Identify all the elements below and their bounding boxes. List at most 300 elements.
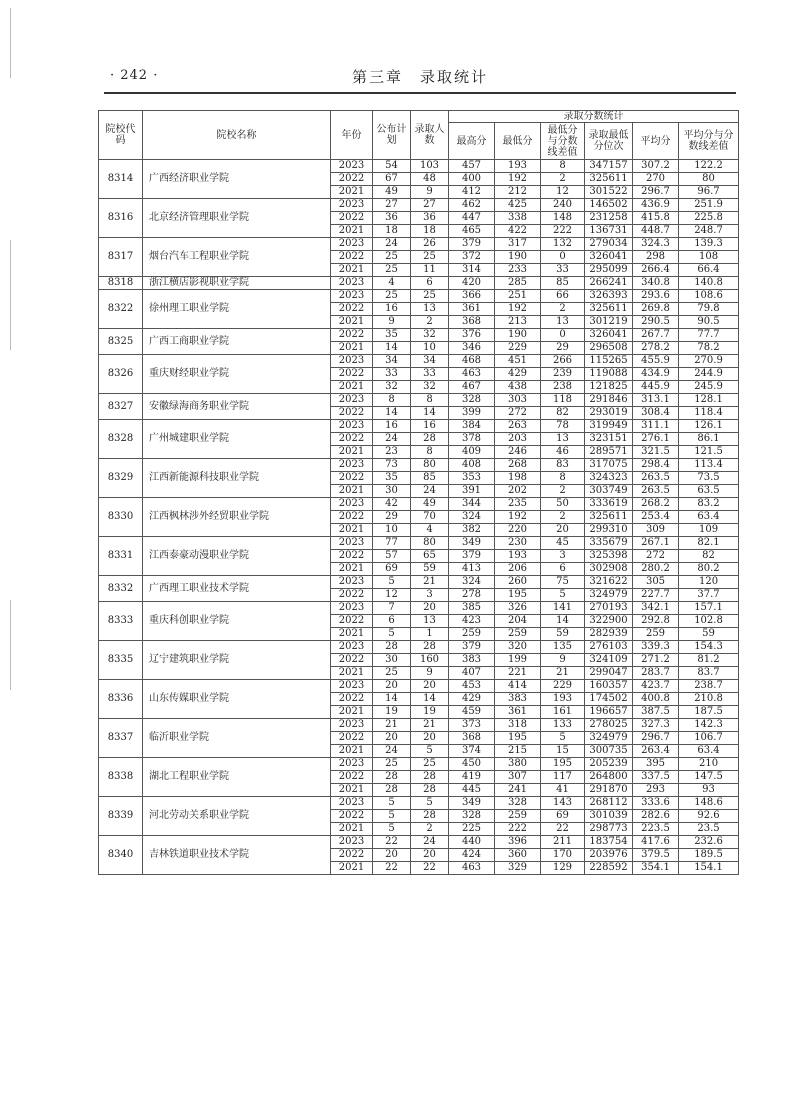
cell-avg: 417.6 [633, 836, 679, 849]
cell-avg-diff: 77.7 [679, 329, 739, 342]
cell-admitted: 8 [411, 394, 449, 407]
cell-plan: 77 [373, 537, 411, 550]
cell-year: 2022 [331, 212, 373, 225]
cell-max: 324 [449, 511, 495, 524]
cell-min: 199 [495, 654, 541, 667]
school-code: 8336 [99, 680, 143, 719]
cell-year: 2022 [331, 407, 373, 420]
page-header [104, 66, 736, 88]
cell-min-rank: 324109 [585, 654, 633, 667]
table-row [99, 277, 739, 290]
cell-year: 2023 [331, 797, 373, 810]
cell-min-diff: 85 [541, 277, 585, 290]
cell-plan: 19 [373, 706, 411, 719]
cell-avg: 387.5 [633, 706, 679, 719]
cell-max: 278 [449, 589, 495, 602]
cell-avg: 307.2 [633, 160, 679, 173]
cell-min: 203 [495, 433, 541, 446]
cell-avg: 324.3 [633, 238, 679, 251]
cell-avg: 267.1 [633, 537, 679, 550]
cell-avg: 354.1 [633, 862, 679, 875]
cell-avg-diff: 121.5 [679, 446, 739, 459]
school-code: 8326 [99, 355, 143, 394]
cell-avg: 340.8 [633, 277, 679, 290]
cell-min-diff: 69 [541, 810, 585, 823]
cell-avg-diff: 96.7 [679, 186, 739, 199]
cell-admitted: 80 [411, 459, 449, 472]
school-name: 吉林铁道职业技术学院 [143, 836, 331, 875]
cell-plan: 6 [373, 615, 411, 628]
school-name: 广西工商职业学院 [143, 329, 331, 355]
cell-admitted: 20 [411, 602, 449, 615]
page-number: · 242 · [110, 68, 159, 83]
cell-year: 2022 [331, 329, 373, 342]
cell-min-diff: 2 [541, 511, 585, 524]
cell-year: 2021 [331, 186, 373, 199]
cell-year: 2021 [331, 745, 373, 758]
cell-min-diff: 78 [541, 420, 585, 433]
cell-plan: 23 [373, 446, 411, 459]
school-name: 江西泰豪动漫职业学院 [143, 537, 331, 576]
cell-min: 233 [495, 264, 541, 277]
cell-min: 429 [495, 368, 541, 381]
header-code: 院校代码 [99, 111, 143, 160]
cell-avg-diff: 83.2 [679, 498, 739, 511]
cell-plan: 16 [373, 420, 411, 433]
cell-min-diff: 12 [541, 186, 585, 199]
cell-max: 391 [449, 485, 495, 498]
cell-admitted: 25 [411, 758, 449, 771]
table-row [99, 641, 739, 654]
cell-max: 314 [449, 264, 495, 277]
cell-max: 453 [449, 680, 495, 693]
school-name: 湖北工程职业学院 [143, 758, 331, 797]
cell-plan: 29 [373, 511, 411, 524]
cell-plan: 30 [373, 654, 411, 667]
cell-admitted: 3 [411, 589, 449, 602]
cell-min-rank: 160357 [585, 680, 633, 693]
cell-min-rank: 335679 [585, 537, 633, 550]
admission-table [98, 110, 739, 875]
cell-min-diff: 148 [541, 212, 585, 225]
cell-year: 2022 [331, 433, 373, 446]
school-code: 8331 [99, 537, 143, 576]
cell-avg-diff: 147.5 [679, 771, 739, 784]
cell-max: 457 [449, 160, 495, 173]
cell-admitted: 160 [411, 654, 449, 667]
cell-max: 429 [449, 693, 495, 706]
school-name: 北京经济管理职业学院 [143, 199, 331, 238]
binding-mark-top [10, 8, 11, 78]
cell-min: 202 [495, 485, 541, 498]
cell-plan: 27 [373, 199, 411, 212]
cell-plan: 57 [373, 550, 411, 563]
table-row [99, 420, 739, 433]
cell-plan: 36 [373, 212, 411, 225]
cell-avg: 271.2 [633, 654, 679, 667]
cell-year: 2022 [331, 654, 373, 667]
cell-avg-diff: 86.1 [679, 433, 739, 446]
cell-min: 260 [495, 576, 541, 589]
header-min-rank: 录取最低分位次 [585, 123, 633, 160]
cell-admitted: 5 [411, 797, 449, 810]
cell-max: 349 [449, 537, 495, 550]
cell-avg-diff: 210 [679, 758, 739, 771]
cell-plan: 22 [373, 836, 411, 849]
binding-mark-low [10, 600, 11, 690]
cell-min-rank: 324323 [585, 472, 633, 485]
cell-min-diff: 132 [541, 238, 585, 251]
cell-year: 2021 [331, 706, 373, 719]
cell-min-diff: 41 [541, 784, 585, 797]
cell-avg-diff: 93 [679, 784, 739, 797]
cell-min: 195 [495, 732, 541, 745]
cell-admitted: 14 [411, 407, 449, 420]
cell-min-rank: 276103 [585, 641, 633, 654]
cell-min: 380 [495, 758, 541, 771]
cell-admitted: 48 [411, 173, 449, 186]
cell-avg-diff: 238.7 [679, 680, 739, 693]
school-name: 广西理工职业技术学院 [143, 576, 331, 602]
cell-year: 2023 [331, 459, 373, 472]
cell-max: 468 [449, 355, 495, 368]
cell-max: 462 [449, 199, 495, 212]
cell-year: 2022 [331, 589, 373, 602]
cell-avg: 309 [633, 524, 679, 537]
cell-avg: 298.4 [633, 459, 679, 472]
header-admitted: 录取人数 [411, 111, 449, 160]
cell-year: 2023 [331, 602, 373, 615]
cell-min-diff: 33 [541, 264, 585, 277]
cell-max: 328 [449, 394, 495, 407]
cell-min-rank: 325398 [585, 550, 633, 563]
table-row [99, 238, 739, 251]
cell-min-diff: 135 [541, 641, 585, 654]
cell-min-rank: 270193 [585, 602, 633, 615]
cell-min: 235 [495, 498, 541, 511]
cell-plan: 25 [373, 667, 411, 680]
cell-max: 353 [449, 472, 495, 485]
cell-avg-diff: 109 [679, 524, 739, 537]
cell-min-rank: 326041 [585, 251, 633, 264]
cell-min: 272 [495, 407, 541, 420]
school-code: 8335 [99, 641, 143, 680]
cell-min: 221 [495, 667, 541, 680]
cell-min-diff: 29 [541, 342, 585, 355]
cell-min-rank: 282939 [585, 628, 633, 641]
cell-min-rank: 303749 [585, 485, 633, 498]
cell-max: 366 [449, 290, 495, 303]
cell-avg-diff: 63.5 [679, 485, 739, 498]
cell-avg: 280.2 [633, 563, 679, 576]
cell-max: 409 [449, 446, 495, 459]
cell-min-diff: 211 [541, 836, 585, 849]
table-row [99, 498, 739, 511]
cell-min-diff: 21 [541, 667, 585, 680]
cell-avg: 223.5 [633, 823, 679, 836]
cell-plan: 34 [373, 355, 411, 368]
cell-avg: 263.5 [633, 485, 679, 498]
cell-plan: 25 [373, 758, 411, 771]
cell-year: 2023 [331, 277, 373, 290]
cell-min-rank: 295099 [585, 264, 633, 277]
cell-min-diff: 5 [541, 732, 585, 745]
school-name: 辽宁建筑职业学院 [143, 641, 331, 680]
cell-admitted: 28 [411, 771, 449, 784]
school-name: 江西新能源科技职业学院 [143, 459, 331, 498]
cell-avg: 434.9 [633, 368, 679, 381]
cell-admitted: 80 [411, 537, 449, 550]
cell-min-rank: 291870 [585, 784, 633, 797]
header-year: 年份 [331, 111, 373, 160]
cell-year: 2022 [331, 472, 373, 485]
cell-min-rank: 347157 [585, 160, 633, 173]
cell-min-rank: 136731 [585, 225, 633, 238]
cell-max: 420 [449, 277, 495, 290]
cell-min-rank: 300735 [585, 745, 633, 758]
school-name: 广西经济职业学院 [143, 160, 331, 199]
table-row [99, 680, 739, 693]
cell-min: 320 [495, 641, 541, 654]
cell-plan: 73 [373, 459, 411, 472]
cell-admitted: 9 [411, 667, 449, 680]
cell-min-rank: 203976 [585, 849, 633, 862]
header-name: 院校名称 [143, 111, 331, 160]
cell-year: 2023 [331, 498, 373, 511]
cell-plan: 30 [373, 485, 411, 498]
cell-min-diff: 20 [541, 524, 585, 537]
cell-avg: 227.7 [633, 589, 679, 602]
cell-min-rank: 296508 [585, 342, 633, 355]
cell-max: 372 [449, 251, 495, 264]
cell-min-diff: 2 [541, 303, 585, 316]
cell-min-rank: 268112 [585, 797, 633, 810]
school-code: 8337 [99, 719, 143, 758]
cell-min: 222 [495, 823, 541, 836]
cell-plan: 5 [373, 823, 411, 836]
cell-year: 2022 [331, 732, 373, 745]
cell-min-diff: 195 [541, 758, 585, 771]
cell-admitted: 20 [411, 680, 449, 693]
cell-year: 2023 [331, 537, 373, 550]
cell-year: 2023 [331, 836, 373, 849]
cell-min-diff: 193 [541, 693, 585, 706]
cell-avg: 272 [633, 550, 679, 563]
cell-plan: 7 [373, 602, 411, 615]
cell-avg-diff: 82 [679, 550, 739, 563]
cell-admitted: 18 [411, 225, 449, 238]
cell-admitted: 8 [411, 446, 449, 459]
cell-avg-diff: 92.6 [679, 810, 739, 823]
cell-admitted: 1 [411, 628, 449, 641]
cell-plan: 20 [373, 680, 411, 693]
cell-admitted: 65 [411, 550, 449, 563]
cell-admitted: 49 [411, 498, 449, 511]
cell-max: 400 [449, 173, 495, 186]
cell-max: 259 [449, 628, 495, 641]
cell-min-diff: 22 [541, 823, 585, 836]
cell-avg: 337.5 [633, 771, 679, 784]
school-name: 浙江横店影视职业学院 [143, 277, 331, 290]
school-code: 8317 [99, 238, 143, 277]
cell-avg: 400.8 [633, 693, 679, 706]
cell-min-rank: 299047 [585, 667, 633, 680]
cell-plan: 5 [373, 576, 411, 589]
cell-plan: 25 [373, 264, 411, 277]
cell-max: 467 [449, 381, 495, 394]
school-code: 8325 [99, 329, 143, 355]
cell-min-rank: 325611 [585, 511, 633, 524]
school-name: 安徽绿海商务职业学院 [143, 394, 331, 420]
cell-admitted: 19 [411, 706, 449, 719]
cell-min-rank: 289571 [585, 446, 633, 459]
cell-max: 447 [449, 212, 495, 225]
cell-avg-diff: 63.4 [679, 745, 739, 758]
school-code: 8327 [99, 394, 143, 420]
cell-min-rank: 115265 [585, 355, 633, 368]
cell-min-rank: 119088 [585, 368, 633, 381]
cell-plan: 33 [373, 368, 411, 381]
cell-year: 2021 [331, 316, 373, 329]
cell-min: 192 [495, 173, 541, 186]
cell-min: 451 [495, 355, 541, 368]
cell-min-diff: 75 [541, 576, 585, 589]
cell-admitted: 103 [411, 160, 449, 173]
cell-year: 2021 [331, 823, 373, 836]
cell-avg: 321.5 [633, 446, 679, 459]
cell-min-diff: 8 [541, 160, 585, 173]
table-row [99, 290, 739, 303]
cell-min: 328 [495, 797, 541, 810]
cell-plan: 24 [373, 745, 411, 758]
table-row [99, 199, 739, 212]
cell-max: 376 [449, 329, 495, 342]
cell-year: 2021 [331, 628, 373, 641]
cell-year: 2022 [331, 251, 373, 264]
cell-year: 2023 [331, 641, 373, 654]
cell-min-rank: 319949 [585, 420, 633, 433]
cell-max: 373 [449, 719, 495, 732]
cell-avg-diff: 189.5 [679, 849, 739, 862]
cell-admitted: 25 [411, 290, 449, 303]
school-name: 广州城建职业学院 [143, 420, 331, 459]
school-code: 8329 [99, 459, 143, 498]
header-min-diff: 最低分与分数线差值 [541, 123, 585, 160]
cell-min-rank: 298773 [585, 823, 633, 836]
cell-min-diff: 50 [541, 498, 585, 511]
cell-max: 374 [449, 745, 495, 758]
cell-plan: 14 [373, 342, 411, 355]
cell-plan: 28 [373, 784, 411, 797]
cell-avg-diff: 187.5 [679, 706, 739, 719]
header-avg-diff: 平均分与分数线差值 [679, 123, 739, 160]
cell-min-diff: 6 [541, 563, 585, 576]
cell-min: 317 [495, 238, 541, 251]
cell-avg-diff: 63.4 [679, 511, 739, 524]
cell-max: 382 [449, 524, 495, 537]
cell-year: 2023 [331, 290, 373, 303]
cell-avg: 379.5 [633, 849, 679, 862]
cell-min: 307 [495, 771, 541, 784]
school-code: 8338 [99, 758, 143, 797]
cell-min: 206 [495, 563, 541, 576]
cell-min: 190 [495, 329, 541, 342]
cell-admitted: 13 [411, 615, 449, 628]
cell-avg-diff: 140.8 [679, 277, 739, 290]
cell-avg-diff: 154.1 [679, 862, 739, 875]
cell-year: 2021 [331, 225, 373, 238]
cell-min: 198 [495, 472, 541, 485]
cell-min-rank: 278025 [585, 719, 633, 732]
cell-admitted: 85 [411, 472, 449, 485]
cell-year: 2022 [331, 693, 373, 706]
cell-min: 259 [495, 628, 541, 641]
cell-avg-diff: 128.1 [679, 394, 739, 407]
cell-avg-diff: 157.1 [679, 602, 739, 615]
cell-plan: 20 [373, 732, 411, 745]
cell-plan: 67 [373, 173, 411, 186]
cell-plan: 5 [373, 628, 411, 641]
cell-plan: 12 [373, 589, 411, 602]
table-body [99, 160, 739, 875]
cell-plan: 69 [373, 563, 411, 576]
cell-min-diff: 2 [541, 485, 585, 498]
cell-min-rank: 279034 [585, 238, 633, 251]
cell-admitted: 22 [411, 862, 449, 875]
cell-avg: 455.9 [633, 355, 679, 368]
cell-max: 328 [449, 810, 495, 823]
table-row [99, 355, 739, 368]
cell-min: 220 [495, 524, 541, 537]
cell-min-diff: 0 [541, 329, 585, 342]
cell-plan: 4 [373, 277, 411, 290]
cell-avg: 259 [633, 628, 679, 641]
table-header [99, 111, 739, 160]
cell-min-diff: 13 [541, 316, 585, 329]
cell-max: 423 [449, 615, 495, 628]
cell-min-rank: 228592 [585, 862, 633, 875]
cell-avg: 278.2 [633, 342, 679, 355]
header-plan: 公布计划 [373, 111, 411, 160]
cell-min: 361 [495, 706, 541, 719]
cell-max: 346 [449, 342, 495, 355]
cell-plan: 25 [373, 290, 411, 303]
cell-avg-diff: 122.2 [679, 160, 739, 173]
cell-plan: 25 [373, 251, 411, 264]
cell-year: 2021 [331, 485, 373, 498]
table-row [99, 576, 739, 589]
cell-min: 241 [495, 784, 541, 797]
cell-avg-diff: 66.4 [679, 264, 739, 277]
cell-year: 2023 [331, 758, 373, 771]
cell-plan: 9 [373, 316, 411, 329]
cell-min: 212 [495, 186, 541, 199]
cell-avg: 290.5 [633, 316, 679, 329]
cell-avg-diff: 83.7 [679, 667, 739, 680]
cell-plan: 14 [373, 693, 411, 706]
cell-min-diff: 66 [541, 290, 585, 303]
cell-avg: 305 [633, 576, 679, 589]
cell-min-rank: 301219 [585, 316, 633, 329]
school-name: 江西枫林涉外经贸职业学院 [143, 498, 331, 537]
cell-admitted: 20 [411, 732, 449, 745]
cell-avg: 448.7 [633, 225, 679, 238]
cell-year: 2021 [331, 563, 373, 576]
cell-min-diff: 45 [541, 537, 585, 550]
cell-avg-diff: 225.8 [679, 212, 739, 225]
cell-admitted: 14 [411, 693, 449, 706]
cell-avg: 296.7 [633, 186, 679, 199]
